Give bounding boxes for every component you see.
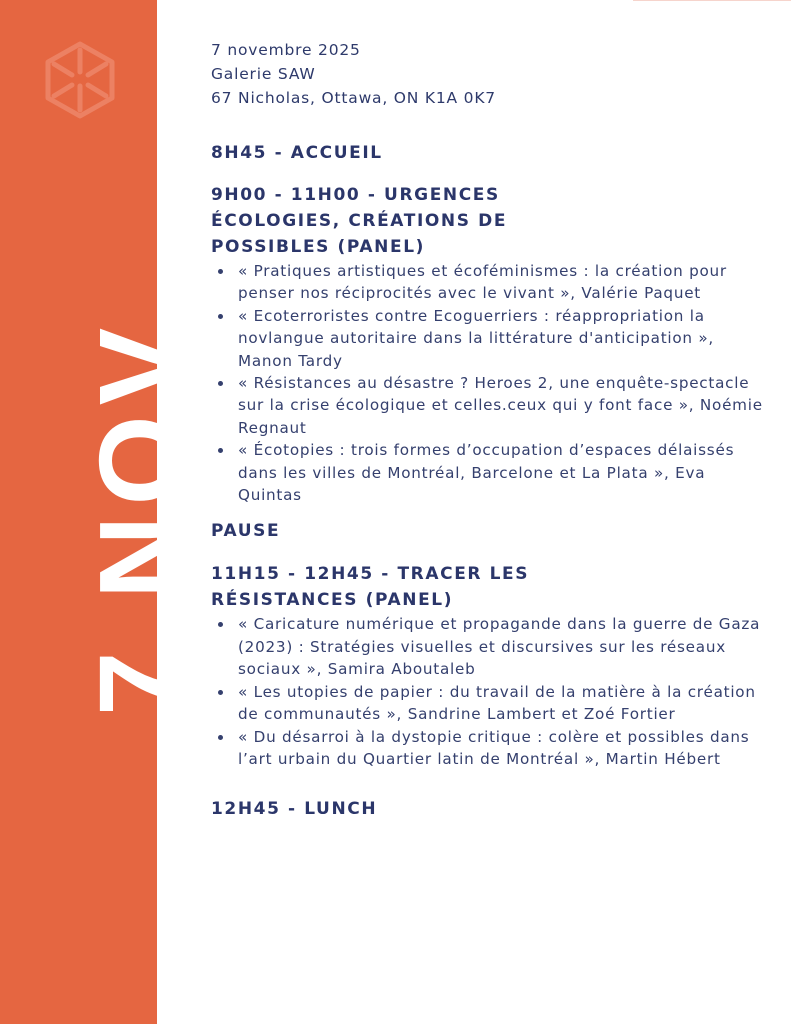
big-date-label: 7 NOV: [75, 317, 205, 716]
sidebar-band: [0, 0, 205, 1024]
talk-text: « Les utopies de papier : du travail de la matière à la création de communautés », Sandrine Lambert et Zoé Fortier: [238, 682, 756, 724]
bullet-icon: [218, 622, 223, 627]
list-item: [211, 613, 771, 680]
bullet-icon: [218, 269, 223, 274]
big-date-container: [0, 0, 205, 1024]
schedule-accueil: 8H45 - ACCUEIL: [211, 143, 383, 163]
event-date: 7 novembre 2025: [211, 41, 361, 59]
panel1-title: 9H00 - 11H00 - URGENCES ÉCOLOGIES, CRÉATIONS DE POSSIBLES (PANEL): [211, 185, 508, 257]
event-info: [211, 38, 771, 110]
list-item: [211, 372, 771, 439]
talk-text: « Pratiques artistiques et écoféminismes : la création pour penser nos réciprocités avec le vivant », Valérie Paquet: [238, 262, 727, 303]
program-content: [211, 38, 771, 822]
bullet-icon: [218, 448, 223, 453]
bullet-icon: [218, 314, 223, 319]
panel2-talk-list: [211, 613, 771, 770]
list-item: [211, 305, 771, 372]
event-venue: Galerie SAW: [211, 65, 316, 83]
list-item: [211, 260, 771, 305]
talk-text: « Résistances au désastre ? Heroes 2, une enquête-spectacle sur la crise écologique et celles.ceux qui y font face », Noémie Regnaut: [238, 374, 763, 437]
talk-text: « Du désarroi à la dystopie critique : colère et possibles dans l’art urbain du Quartier latin de Montréal », Martin Hébert: [238, 727, 750, 768]
panel1-talk-list: [211, 260, 771, 506]
panel2-title: 11H15 - 12H45 - TRACER LES RÉSISTANCES (PANEL): [211, 564, 530, 611]
bullet-icon: [218, 381, 223, 386]
talk-text: « Ecoterroristes contre Ecoguerriers : réappropriation la novlangue autoritaire dans la littérature d'anticipation », Manon Tardy: [238, 306, 715, 370]
talk-text: « Écotopies : trois formes d’occupation d’espaces délaissés dans les villes de Montréal, Barcelone et La Plata », Eva Quintas: [238, 441, 735, 505]
list-item: [211, 439, 771, 506]
schedule-lunch: 12H45 - LUNCH: [211, 799, 378, 820]
bullet-icon: [218, 735, 223, 740]
top-accent-line: [633, 0, 791, 1]
list-item: [211, 726, 771, 771]
event-address: 67 Nicholas, Ottawa, ON K1A 0K7: [211, 89, 496, 107]
talk-text: « Caricature numérique et propagande dans la guerre de Gaza (2023) : Stratégies visuelles et discursives sur les réseaux sociaux », Samira Aboutaleb: [238, 615, 761, 679]
schedule-pause: PAUSE: [211, 521, 281, 542]
list-item: [211, 681, 771, 726]
bullet-icon: [218, 690, 223, 695]
